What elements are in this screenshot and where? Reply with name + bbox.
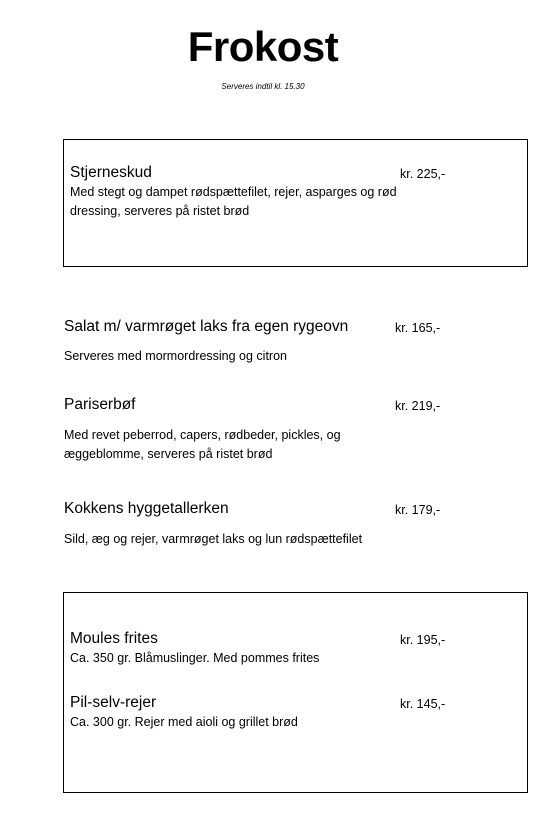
dish-name: Salat m/ varmrøget laks fra egen rygeovn	[64, 318, 349, 335]
dish-price: kr. 165,-	[395, 321, 441, 335]
dish-name: Moules frites	[70, 630, 158, 647]
dish-price: kr. 179,-	[395, 503, 441, 517]
dish-description: Serveres med mormordressing og citron	[64, 349, 287, 363]
dish-name: Kokkens hyggetallerken	[64, 500, 229, 517]
dish-description: Med stegt og dampet rødspættefilet, rejer, asparges og rød dressing, serveres på ristet brød	[70, 185, 397, 218]
menu-subtitle: Serveres indtil kl. 15.30	[221, 82, 305, 91]
dish-name: Pil-selv-rejer	[70, 694, 157, 711]
dish-price: kr. 219,-	[395, 399, 441, 413]
dish-description: Med revet peberrod, capers, rødbeder, pickles, og æggeblomme, serveres på ristet brød	[64, 428, 341, 461]
menu-title: Frokost	[187, 23, 339, 70]
dish-price: kr. 145,-	[400, 697, 446, 711]
dish-price: kr. 225,-	[400, 167, 446, 181]
dish-description: Sild, æg og rejer, varmrøget laks og lun rødspættefilet	[64, 532, 363, 546]
dish-description: Ca. 350 gr. Blåmuslinger. Med pommes frites	[70, 651, 320, 665]
dish-name: Pariserbøf	[64, 396, 136, 413]
dish-price: kr. 195,-	[400, 633, 446, 647]
dish-name: Stjerneskud	[70, 164, 152, 181]
dish-description: Ca. 300 gr. Rejer med aioli og grillet brød	[70, 715, 298, 729]
